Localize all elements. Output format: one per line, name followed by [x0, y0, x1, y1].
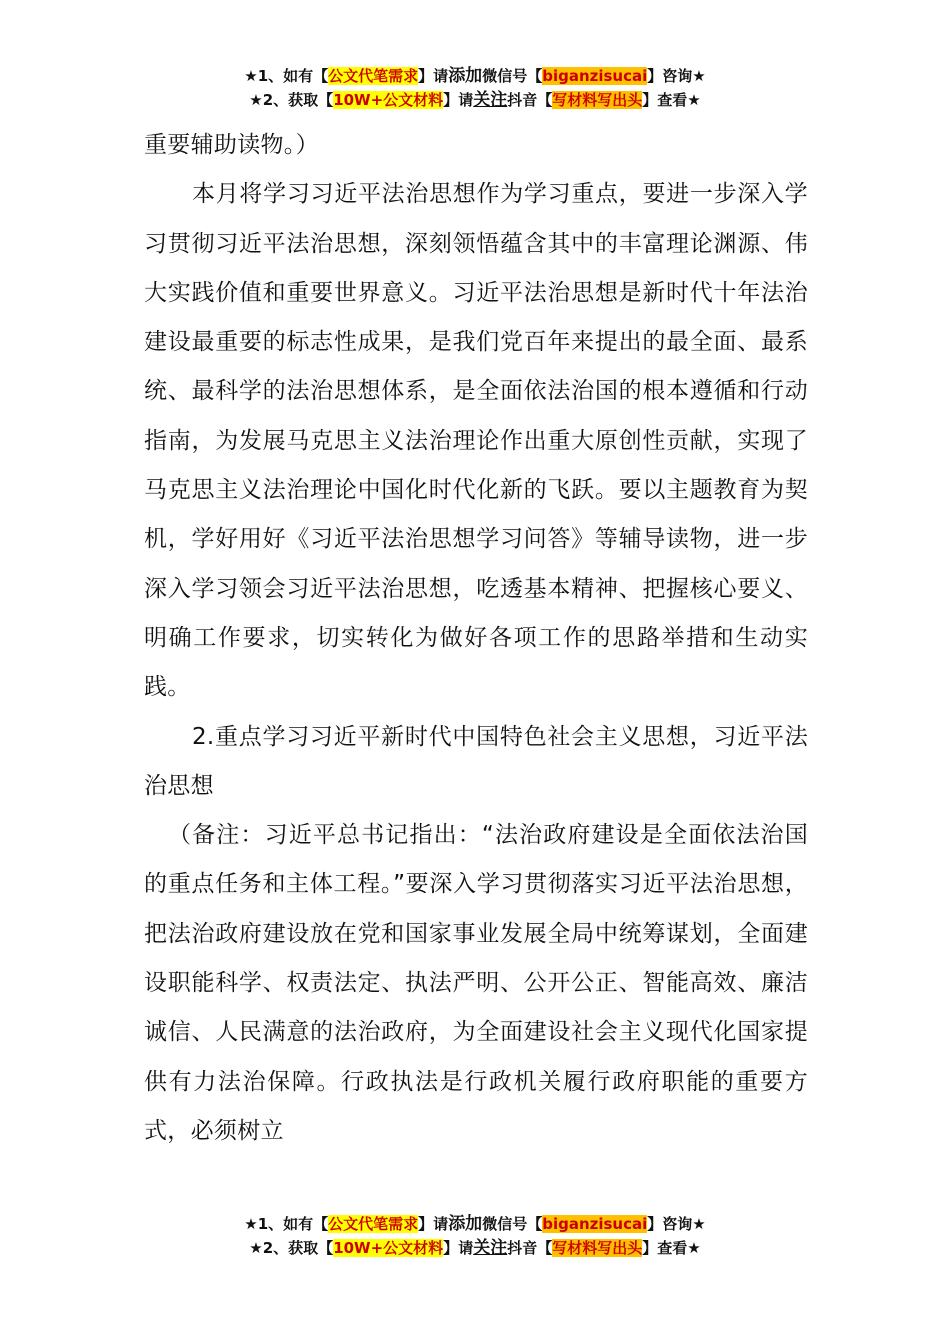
banner-emphasis: 添加	[448, 1214, 483, 1234]
banner-text: 】请	[443, 91, 474, 109]
paragraph-remark: （备注：习近平总书记指出：“法治政府建设是全面依法治国的重点任务和主体工程。”要深入学习贯彻落实习近平法治思想，把法治政府建设放在党和国家事业发展全局中统筹谋划，全面建设职能科学、权责法定、执法严明、公开公正、智能高效、廉洁诚信、人民满意的法治政府，为全面建设社会主义现代化国家提供有力法治保障。行政执法是行政机关履行政府职能的重要方式，必须树立	[144, 822, 808, 1144]
banner-text: ★2、获取【	[249, 91, 334, 109]
banner-text: 】咨询★	[647, 67, 706, 85]
banner-line-1	[0, 64, 950, 88]
document-body	[144, 121, 808, 1156]
banner-line-2	[0, 88, 950, 112]
paragraph-continuation: 重要辅助读物。）	[144, 132, 319, 158]
banner-highlight-materials: 10W+公文材料	[333, 1239, 444, 1257]
banner-highlight-materials: 10W+公文材料	[333, 91, 444, 109]
banner-text: ★2、获取【	[249, 1239, 334, 1257]
banner-text: 】请	[443, 1239, 474, 1257]
banner-line-1	[0, 1212, 950, 1236]
banner-text: 抖音【	[507, 91, 553, 109]
footer-banner	[0, 1212, 950, 1260]
banner-text: 】查看★	[642, 91, 701, 109]
paragraph-study-focus: 本月将学习习近平法治思想作为学习重点，要进一步深入学习贯彻习近平法治思想，深刻领悟蕴含其中的丰富理论渊源、伟大实践价值和重要世界意义。习近平法治思想是新时代十年法治建设最重要的标志性成果，是我们党百年来提出的最全面、最系统、最科学的法治思想体系，是全面依法治国的根本遵循和行动指南，为发展马克思主义法治理论作出重大原创性贡献，实现了马克思主义法治理论中国化时代化新的飞跃。要以主题教育为契机，学好用好《习近平法治思想学习问答》等辅导读物，进一步深入学习领会习近平法治思想，吃透基本精神、把握核心要义、明确工作要求，切实转化为做好各项工作的思路举措和生动实践。	[144, 181, 808, 701]
banner-emphasis: 添加	[448, 66, 483, 86]
banner-text: 微信号【	[482, 67, 543, 85]
banner-text: 】请	[418, 1215, 449, 1233]
banner-text: 】请	[418, 67, 449, 85]
banner-text: ★1、如有【	[244, 1215, 329, 1233]
section-heading-2: 2.重点学习习近平新时代中国特色社会主义思想，习近平法治思想	[144, 723, 808, 799]
banner-text: 】咨询★	[647, 1215, 706, 1233]
banner-text: 】查看★	[642, 1239, 701, 1257]
banner-text: 微信号【	[482, 1215, 543, 1233]
banner-emphasis: 关注	[473, 90, 508, 110]
header-banner	[0, 64, 950, 112]
banner-text: ★1、如有【	[244, 67, 329, 85]
banner-line-2	[0, 1236, 950, 1260]
banner-highlight-wechat-id: biganzisucai	[542, 67, 648, 85]
banner-highlight-douyin-id: 写材料写出头	[552, 1239, 643, 1257]
banner-emphasis: 关注	[473, 1238, 508, 1258]
banner-highlight-service: 公文代笔需求	[328, 1215, 419, 1233]
banner-highlight-wechat-id: biganzisucai	[542, 1215, 648, 1233]
banner-highlight-douyin-id: 写材料写出头	[552, 91, 643, 109]
banner-text: 抖音【	[507, 1239, 553, 1257]
banner-highlight-service: 公文代笔需求	[328, 67, 419, 85]
